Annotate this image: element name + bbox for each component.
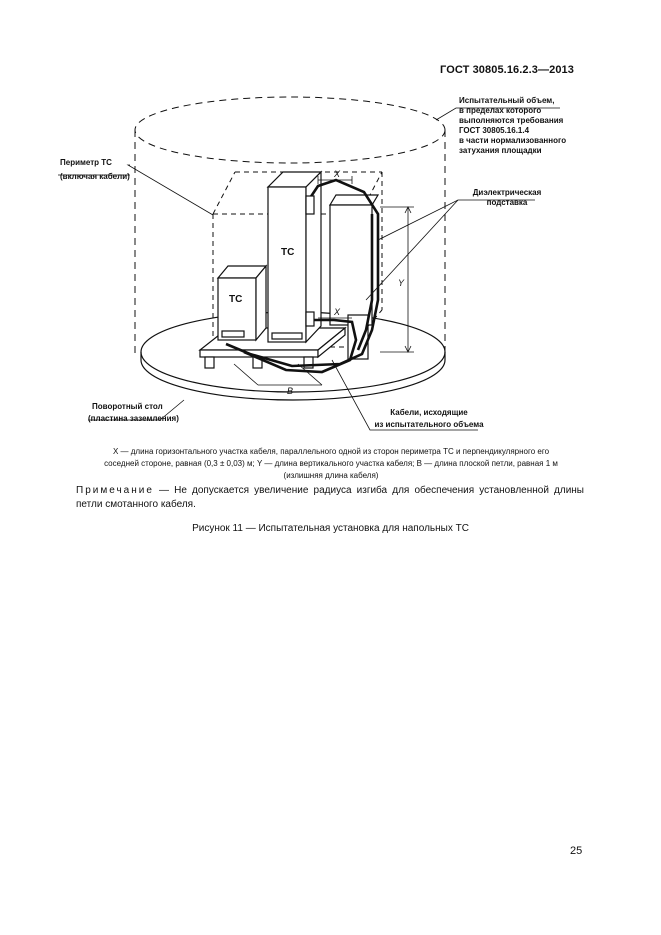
test-setup-figure: [0, 0, 661, 440]
test-volume-top-ellipse: [135, 97, 445, 163]
label-turntable: Поворотный стол (пластина заземления): [88, 402, 179, 423]
label-perimeter: Периметр ТС (включая кабели): [60, 158, 130, 181]
figure-caption: Рисунок 11 — Испытательная установка для напольных ТС: [192, 523, 469, 534]
dim-y-label: Y: [398, 278, 405, 288]
note-text: — Не допускается увеличение радиуса изгиба для обеспечения установленной длины петли смотанного кабеля.: [76, 485, 584, 510]
figure-legend: [64, 446, 598, 482]
page-number: 25: [570, 845, 583, 857]
eut-large-label: ТС: [281, 247, 295, 258]
standard-code: ГОСТ 30805.16.2.3—2013: [440, 64, 574, 76]
note-label: Примечание: [76, 485, 154, 496]
note: [76, 484, 584, 512]
legend-line-3: (излишняя длина кабеля): [283, 471, 379, 480]
dim-b-label: B: [287, 386, 294, 396]
dim-x-top-label: X: [334, 169, 341, 179]
legend-line-1: X — длина горизонтального участка кабеля, параллельного одной из сторон периметра ТС и перпендикулярного его: [112, 447, 550, 456]
eut-small-label: ТС: [229, 294, 243, 305]
legend-line-2: соседней стороне, равная (0,3 ± 0,03) м; Y — длина вертикального участка кабеля; B — длина плоской петли, равная 1 м: [104, 459, 558, 468]
dim-x-mid-label: X: [334, 307, 341, 317]
label-dielectric: Диэлектрическая подставка: [472, 188, 542, 207]
label-test-volume: Испытательный объем, в пределах которого выполняются требования ГОСТ 30805.16.1.4 в части нормализованного затухания площадки: [459, 96, 567, 155]
label-cables: Кабели, исходящие из испытательного объема: [374, 408, 484, 429]
